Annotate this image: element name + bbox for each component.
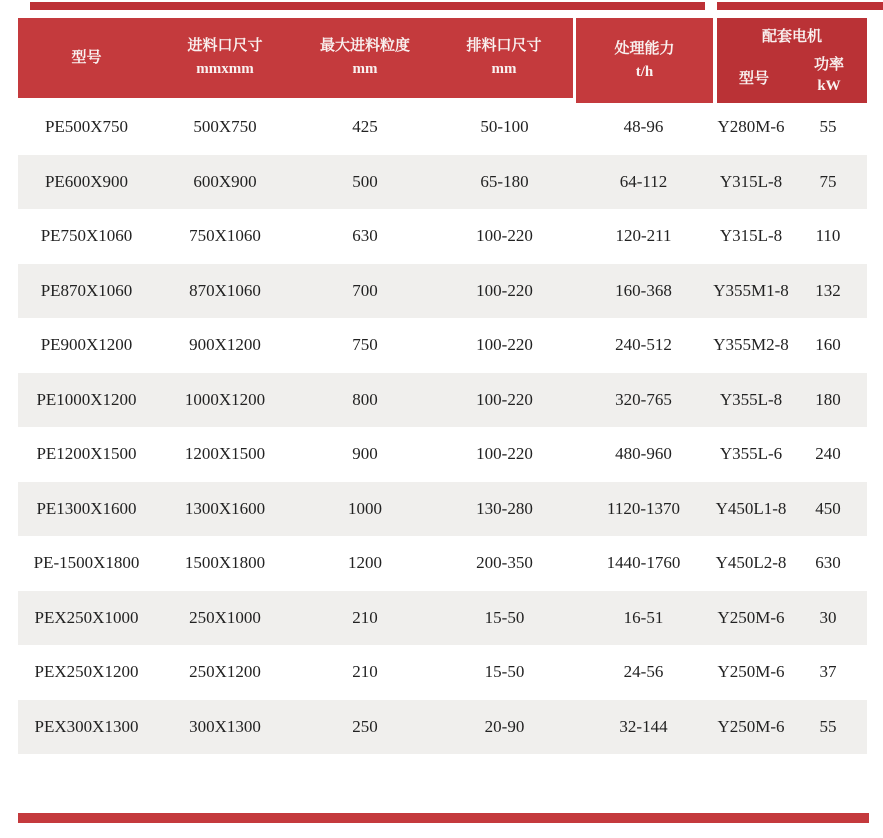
cell-model: PE870X1060: [40, 280, 133, 300]
header-max-line2: mm: [352, 61, 378, 77]
table-row: [18, 427, 867, 482]
cell-model: PE750X1060: [40, 226, 133, 246]
header-feed-line2: mmxmm: [196, 61, 254, 77]
cell-power: 37: [819, 662, 837, 682]
table-row: [18, 482, 867, 537]
cell-capacity: 240-512: [615, 335, 672, 355]
table-row: [18, 209, 867, 264]
cell-discharge: 200-350: [476, 553, 533, 573]
header-motor-title: 配套电机: [761, 29, 822, 45]
cell-model: PE600X900: [44, 171, 129, 191]
header-motor-subrow: [717, 47, 867, 103]
cell-feed: 250X1000: [189, 607, 261, 627]
cell-power: 240: [815, 444, 841, 464]
table-body: [18, 100, 867, 754]
header-discharge-line1: 排料口尺寸: [466, 38, 542, 54]
cell-power: 450: [815, 498, 841, 518]
cell-discharge: 50-100: [480, 117, 529, 137]
cell-model: PEX300X1300: [34, 716, 139, 736]
cell-motor: Y315L-8: [719, 171, 783, 191]
cell-max: 210: [352, 607, 378, 627]
cell-discharge: 100-220: [476, 335, 533, 355]
header-feed-opening: [155, 18, 295, 98]
header-motor-power: [791, 47, 867, 103]
table-header: [18, 18, 867, 103]
header-model-label: 型号: [71, 49, 102, 66]
cell-power: 75: [819, 171, 837, 191]
table-row: [18, 155, 867, 210]
cell-feed: 300X1300: [189, 716, 261, 736]
cell-model: PE1300X1600: [36, 498, 137, 518]
table-row: [18, 645, 867, 700]
cell-capacity: 16-51: [623, 607, 664, 627]
cell-power: 55: [819, 716, 837, 736]
cell-capacity: 120-211: [615, 226, 672, 246]
cell-max: 700: [352, 280, 378, 300]
cell-max: 425: [352, 117, 378, 137]
cell-capacity: 1440-1760: [606, 553, 681, 573]
cell-power: 55: [819, 117, 837, 137]
cell-feed: 1300X1600: [184, 498, 266, 518]
cell-motor: Y250M-6: [717, 662, 785, 682]
cell-discharge: 65-180: [480, 171, 529, 191]
table-row: [18, 700, 867, 755]
header-motor-power-line1: 功率: [813, 57, 844, 73]
table-row: [18, 318, 867, 373]
top-divider-bar-right: [717, 2, 883, 10]
cell-motor: Y450L2-8: [715, 553, 787, 573]
cell-model: PE900X1200: [40, 335, 133, 355]
cell-feed: 500X750: [193, 117, 257, 137]
cell-max: 210: [352, 662, 378, 682]
cell-motor: Y355M1-8: [713, 280, 789, 300]
cell-capacity: 64-112: [619, 171, 668, 191]
cell-max: 250: [352, 716, 378, 736]
header-capacity: [576, 18, 713, 103]
cell-max: 1200: [348, 553, 382, 573]
cell-feed: 870X1060: [189, 280, 261, 300]
cell-capacity: 1120-1370: [606, 498, 681, 518]
cell-motor: Y450L1-8: [715, 498, 787, 518]
cell-feed: 1200X1500: [184, 444, 266, 464]
cell-model: PEX250X1000: [34, 607, 139, 627]
cell-feed: 1500X1800: [184, 553, 266, 573]
table-row: [18, 373, 867, 428]
cell-max: 750: [352, 335, 378, 355]
cell-power: 160: [815, 335, 841, 355]
cell-motor: Y280M-6: [717, 117, 785, 137]
header-motor-model: 型号: [738, 70, 769, 87]
cell-discharge: 15-50: [484, 607, 525, 627]
cell-feed: 250X1200: [189, 662, 261, 682]
cell-feed: 600X900: [193, 171, 257, 191]
cell-discharge: 100-220: [476, 444, 533, 464]
cell-capacity: 48-96: [623, 117, 664, 137]
cell-capacity: 480-960: [615, 444, 672, 464]
cell-model: PE1200X1500: [36, 444, 137, 464]
header-max-line1: 最大进料粒度: [319, 38, 410, 54]
header-capacity-line1: 处理能力: [614, 40, 675, 57]
header-main-block: [18, 18, 573, 98]
cell-power: 30: [819, 607, 837, 627]
bottom-divider-bar: [18, 813, 869, 823]
header-discharge-opening: [435, 18, 573, 98]
header-motor-power-line2: kW: [817, 78, 841, 94]
table-row: [18, 536, 867, 591]
table-row: [18, 264, 867, 319]
cell-model: PEX250X1200: [34, 662, 139, 682]
cell-discharge: 15-50: [484, 662, 525, 682]
cell-discharge: 130-280: [476, 498, 533, 518]
table-row: [18, 100, 867, 155]
cell-capacity: 32-144: [619, 716, 668, 736]
cell-max: 800: [352, 389, 378, 409]
cell-motor: Y250M-6: [717, 607, 785, 627]
cell-max: 630: [352, 226, 378, 246]
cell-feed: 1000X1200: [184, 389, 266, 409]
cell-power: 630: [815, 553, 841, 573]
header-max-feed-size: [295, 18, 435, 98]
cell-power: 110: [815, 226, 841, 246]
cell-power: 132: [815, 280, 841, 300]
cell-model: PE-1500X1800: [33, 553, 140, 573]
cell-motor: Y250M-6: [717, 716, 785, 736]
cell-capacity: 320-765: [615, 389, 672, 409]
cell-max: 1000: [348, 498, 382, 518]
cell-model: PE1000X1200: [36, 389, 137, 409]
cell-feed: 900X1200: [189, 335, 261, 355]
cell-discharge: 100-220: [476, 226, 533, 246]
cell-discharge: 100-220: [476, 280, 533, 300]
cell-discharge: 100-220: [476, 389, 533, 409]
header-model: [18, 18, 155, 98]
cell-motor: Y355M2-8: [713, 335, 789, 355]
cell-power: 180: [815, 389, 841, 409]
header-capacity-line2: t/h: [635, 63, 654, 80]
cell-discharge: 20-90: [484, 716, 525, 736]
cell-motor: Y355L-8: [719, 389, 783, 409]
cell-model: PE500X750: [44, 117, 129, 137]
cell-max: 900: [352, 444, 378, 464]
cell-feed: 750X1060: [189, 226, 261, 246]
header-motor-group: [717, 18, 867, 103]
header-feed-line1: 进料口尺寸: [187, 38, 263, 54]
header-discharge-line2: mm: [491, 61, 517, 77]
cell-capacity: 24-56: [623, 662, 664, 682]
cell-capacity: 160-368: [615, 280, 672, 300]
cell-max: 500: [352, 171, 378, 191]
cell-motor: Y315L-8: [719, 226, 783, 246]
cell-motor: Y355L-6: [719, 444, 783, 464]
top-divider-bar-left: [30, 2, 705, 10]
table-row: [18, 591, 867, 646]
